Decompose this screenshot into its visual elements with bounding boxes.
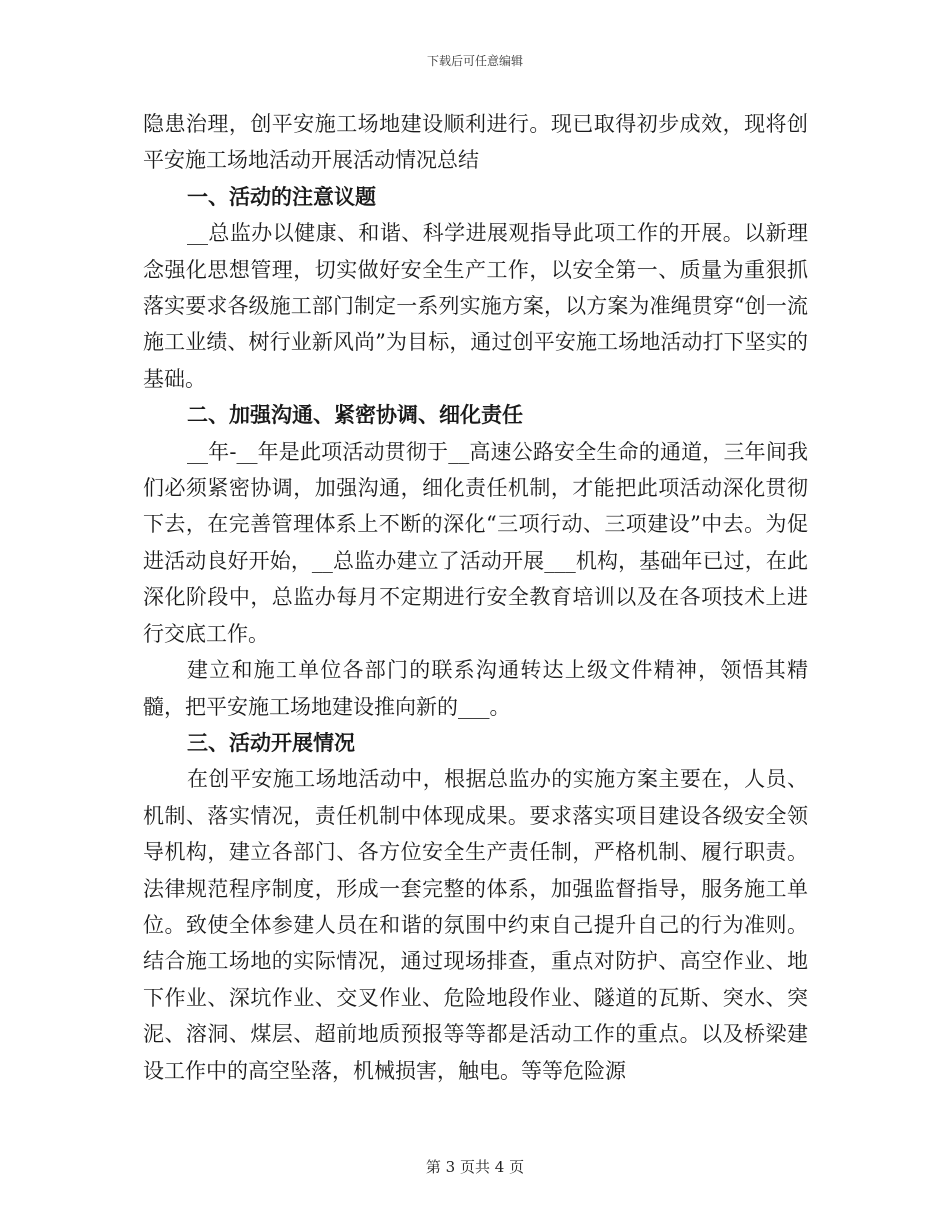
section-heading-2: 二、加强沟通、紧密协调、细化责任 [187, 402, 523, 428]
paragraph-intro: 隐患治理，创平安施工场地建设顺利进行。现已取得初步成效，现将创平安施工场地活动开展活动情况总结 [143, 112, 808, 173]
paragraph-section-2: __年-__年是此项活动贯彻于__高速公路安全生命的通道，三年间我们必须紧密协调，加强沟通，细化责任机制，才能把此项活动深化贯彻下去，在完善管理体系上不断的深化“三项行动、三项建设”中去。为促进活动良好开始，__总监办建立了活动开展___机构，基础年已过，在此深化阶段中，总监办每月不定期进行安全教育培训以及在各项技术上进行交底工作。 [143, 439, 808, 646]
paragraph-section-2b: 建立和施工单位各部门的联系沟通转达上级文件精神，领悟其精髓，把平安施工场地建设推向新的___。 [143, 658, 808, 719]
document-body [143, 106, 808, 1089]
paragraph-section-1: __总监办以健康、和谐、科学进展观指导此项工作的开展。以新理念强化思想管理，切实做好安全生产工作，以安全第一、质量为重狠抓落实要求各级施工部门制定一系列实施方案，以方案为准绳贯穿“创一流施工业绩、树行业新风尚”为目标，通过创平安施工场地活动打下坚实的基础。 [143, 221, 808, 391]
section-heading-1: 一、活动的注意议题 [187, 183, 376, 209]
section-heading-3: 三、活动开展情况 [187, 729, 355, 755]
page-header: 下载后可任意编辑 [426, 54, 523, 68]
paragraph-section-3: 在创平安施工场地活动中，根据总监办的实施方案主要在，人员、机制、落实情况，责任机制中体现成果。要求落实项目建设各级安全领导机构，建立各部门、各方位安全生产责任制，严格机制、履行职责。法律规范程序制度，形成一套完整的体系，加强监督指导，服务施工单位。致使全体参建人员在和谐的氛围中约束自己提升自己的行为准则。结合施工场地的实际情况，通过现场排查，重点对防护、高空作业、地下作业、深坑作业、交叉作业、危险地段作业、隧道的瓦斯、突水、突泥、溶洞、煤层、超前地质预报等等都是活动工作的重点。以及桥梁建设工作中的高空坠落，机械损害，触电。等等危险源 [143, 767, 808, 1083]
page-footer: 第 3 页共 4 页 [425, 1158, 525, 1176]
